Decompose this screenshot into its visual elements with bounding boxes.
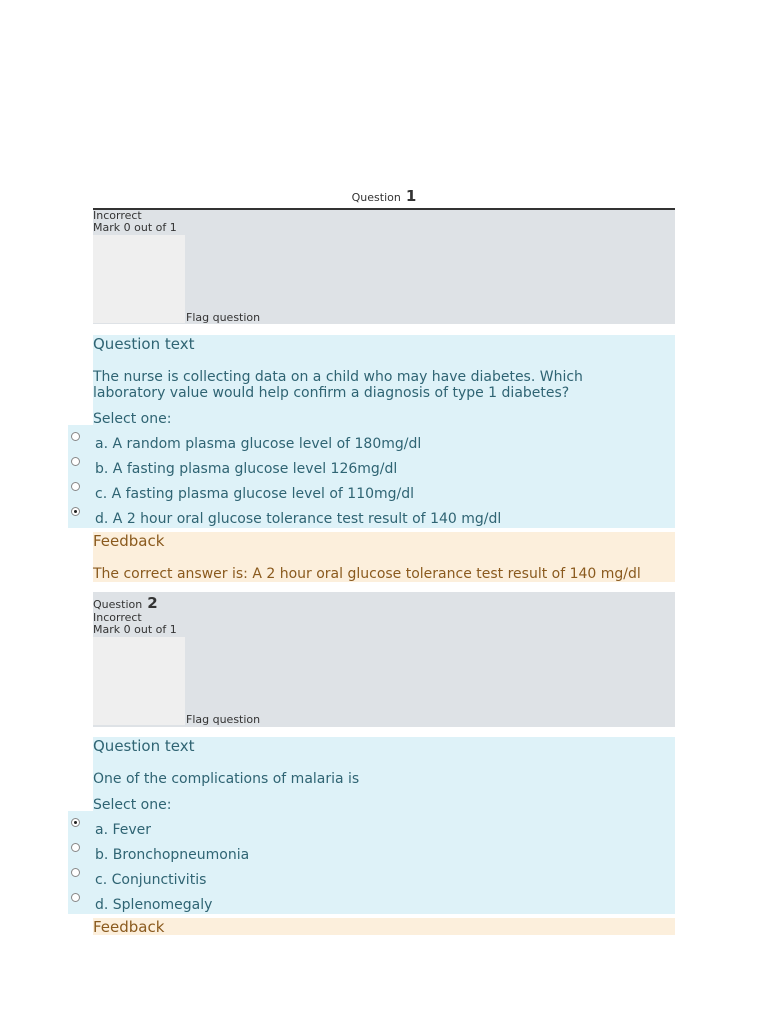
flag-icon[interactable]	[93, 235, 185, 323]
answer-label[interactable]: c. Conjunctivitis	[95, 872, 207, 888]
answer-option[interactable]	[68, 457, 675, 479]
question-label: Question	[93, 598, 143, 611]
question-text-heading: Question text	[93, 737, 195, 755]
mark-label: Mark 0 out of 1	[93, 221, 177, 234]
answer-label[interactable]: b. A fasting plasma glucose level 126mg/dl	[95, 461, 398, 477]
answer-option[interactable]	[68, 843, 675, 865]
answer-option[interactable]	[68, 818, 675, 840]
radio-button-selected[interactable]	[71, 818, 80, 827]
question-1-feedback	[93, 532, 675, 582]
question-number: 1	[405, 187, 417, 205]
answer-option[interactable]	[68, 507, 675, 529]
question-text-heading: Question text	[93, 335, 195, 353]
answer-label[interactable]: a. Fever	[95, 822, 152, 838]
answer-label[interactable]: b. Bronchopneumonia	[95, 847, 250, 863]
select-one-label: Select one:	[93, 797, 172, 813]
question-text: One of the complications of malaria is	[93, 771, 360, 787]
feedback-text: The correct answer is: A 2 hour oral glucose tolerance test result of 140 mg/dl	[93, 566, 641, 582]
question-label: Question	[351, 191, 401, 204]
question-2-info	[93, 592, 675, 727]
feedback-heading: Feedback	[93, 532, 165, 550]
question-2-feedback	[93, 918, 675, 935]
feedback-heading: Feedback	[93, 918, 165, 936]
question-number: 2	[147, 594, 158, 612]
answer-option[interactable]	[68, 893, 675, 915]
mark-label: Mark 0 out of 1	[93, 623, 177, 636]
select-one-label: Select one:	[93, 411, 172, 427]
flag-question-link[interactable]: Flag question	[186, 713, 261, 726]
question-2-header	[93, 593, 158, 612]
radio-button[interactable]	[71, 893, 80, 902]
flag-icon[interactable]	[93, 637, 185, 725]
flag-question-link[interactable]: Flag question	[186, 311, 261, 324]
answer-label[interactable]: d. Splenomegaly	[95, 897, 213, 913]
answer-label[interactable]: a. A random plasma glucose level of 180mg/dl	[95, 436, 422, 452]
question-1-header	[93, 186, 675, 210]
radio-button[interactable]	[71, 482, 80, 491]
answer-option[interactable]	[68, 868, 675, 890]
radio-button[interactable]	[71, 432, 80, 441]
radio-button[interactable]	[71, 457, 80, 466]
radio-button[interactable]	[71, 868, 80, 877]
answer-option[interactable]	[68, 432, 675, 454]
status-label: Incorrect	[93, 209, 142, 222]
status-label: Incorrect	[93, 611, 142, 624]
radio-button-selected[interactable]	[71, 507, 80, 516]
question-1-info	[93, 210, 675, 324]
radio-button[interactable]	[71, 843, 80, 852]
question-text: The nurse is collecting data on a child who may have diabetes. Which laboratory value would help confirm a diagnosis of type 1 diabetes?	[93, 369, 583, 401]
answer-option[interactable]	[68, 482, 675, 504]
answer-label[interactable]: c. A fasting plasma glucose level of 110mg/dl	[95, 486, 415, 502]
answer-label[interactable]: d. A 2 hour oral glucose tolerance test result of 140 mg/dl	[95, 511, 502, 527]
